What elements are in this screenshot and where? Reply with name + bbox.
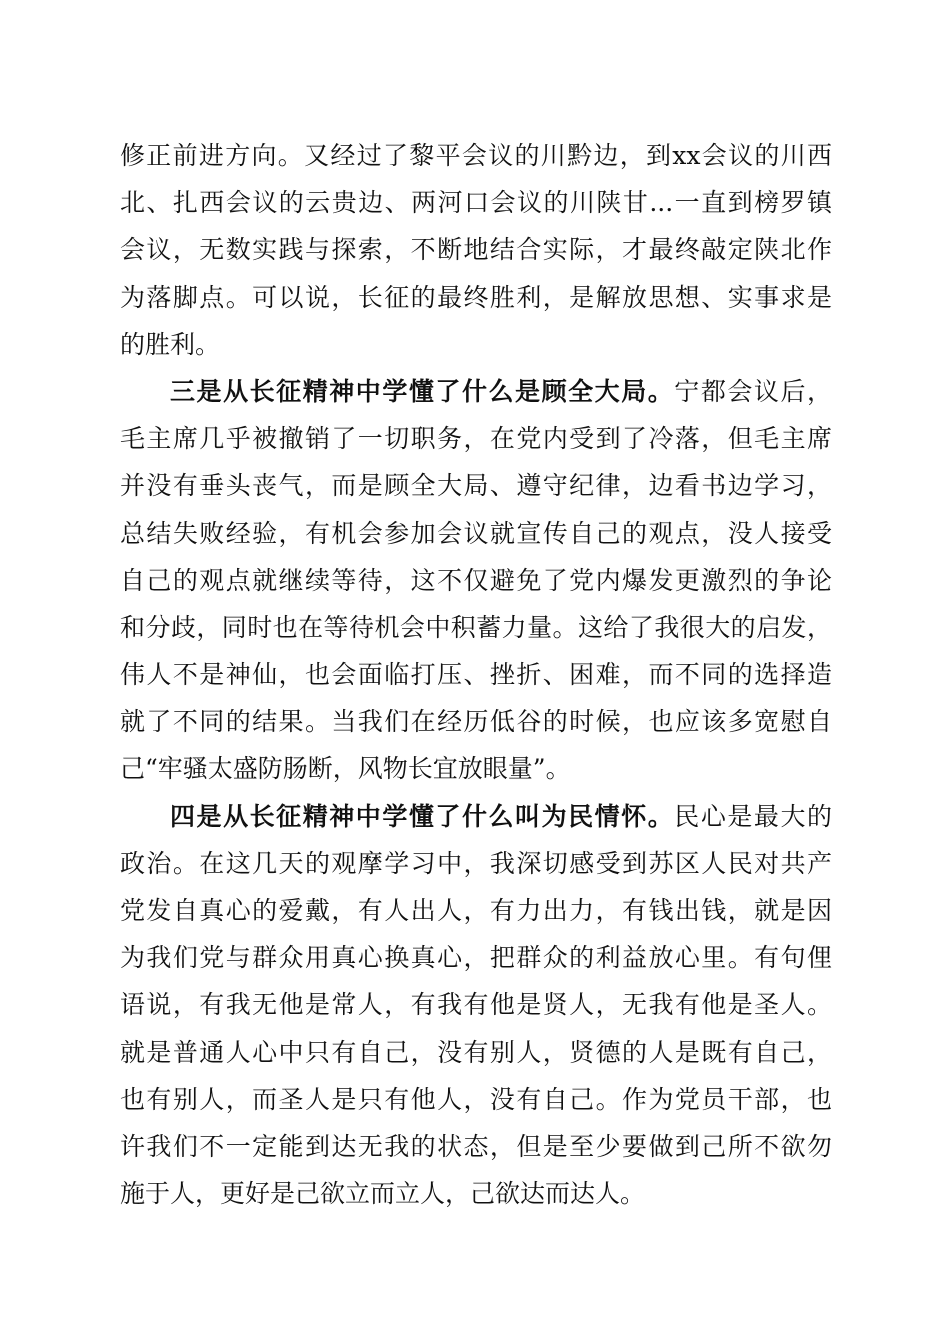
text-fragment: 民心是最大的 <box>674 801 832 831</box>
text-line: 己“牢骚太盛防肠断，风物长宜放眼量”。 <box>120 754 571 784</box>
text-line-first <box>120 368 832 415</box>
document-body <box>120 132 832 1217</box>
text-line: 会议，无数实践与探索，不断地结合实际，才最终敲定陕北作 <box>120 235 832 265</box>
paragraph-heading: 三是从长征精神中学懂了什么是顾全大局。 <box>170 376 675 406</box>
text-line: 就是普通人心中只有自己，没有别人，贤德的人是既有自己， <box>120 1037 832 1067</box>
text-line: 自己的观点就继续等待，这不仅避免了党内爆发更激烈的争论 <box>120 565 832 595</box>
text-line: 的胜利。 <box>120 329 221 359</box>
paragraph-people-oriented <box>120 793 832 1218</box>
text-line: 政治。在这几天的观摩学习中，我深切感受到苏区人民对共产 <box>120 848 832 878</box>
text-line: 为落脚点。可以说，长征的最终胜利，是解放思想、实事求是 <box>120 282 832 312</box>
text-line: 就了不同的结果。当我们在经历低谷的时候，也应该多宽慰自 <box>120 707 832 737</box>
paragraph-zunyi-continuation <box>120 132 832 368</box>
text-line: 修正前进方向。又经过了黎平会议的川黔边，到xx会议的川西 <box>120 141 832 170</box>
text-fragment: 宁都会议后， <box>674 376 832 406</box>
text-line: 许我们不一定能到达无我的状态，但是至少要做到己所不欲勿 <box>120 1131 832 1161</box>
text-line: 也有别人，而圣人是只有他人，没有自己。作为党员干部，也 <box>120 1084 832 1114</box>
paragraph-overall-situation <box>120 368 832 793</box>
text-line-first <box>120 793 832 840</box>
text-line: 毛主席几乎被撤销了一切职务，在党内受到了冷落，但毛主席 <box>120 424 832 454</box>
paragraph-heading: 四是从长征精神中学懂了什么叫为民情怀。 <box>170 801 675 831</box>
text-line: 施于人，更好是己欲立而立人，己欲达而达人。 <box>120 1179 646 1209</box>
text-line: 北、扎西会议的云贵边、两河口会议的川陕甘...一直到榜罗镇 <box>120 188 832 218</box>
text-line: 和分歧，同时也在等待机会中积蓄力量。这给了我很大的启发， <box>120 612 832 642</box>
text-line: 总结失败经验，有机会参加会议就宣传自己的观点，没人接受 <box>120 518 832 548</box>
text-line: 为我们党与群众用真心换真心，把群众的利益放心里。有句俚 <box>120 943 832 973</box>
text-line: 语说，有我无他是常人，有我有他是贤人，无我有他是圣人。 <box>120 990 832 1020</box>
text-line: 并没有垂头丧气，而是顾全大局、遵守纪律，边看书边学习， <box>120 471 832 501</box>
text-line: 党发自真心的爱戴，有人出人，有力出力，有钱出钱，就是因 <box>120 896 832 925</box>
text-line: 伟人不是神仙，也会面临打压、挫折、困难，而不同的选择造 <box>120 660 832 690</box>
